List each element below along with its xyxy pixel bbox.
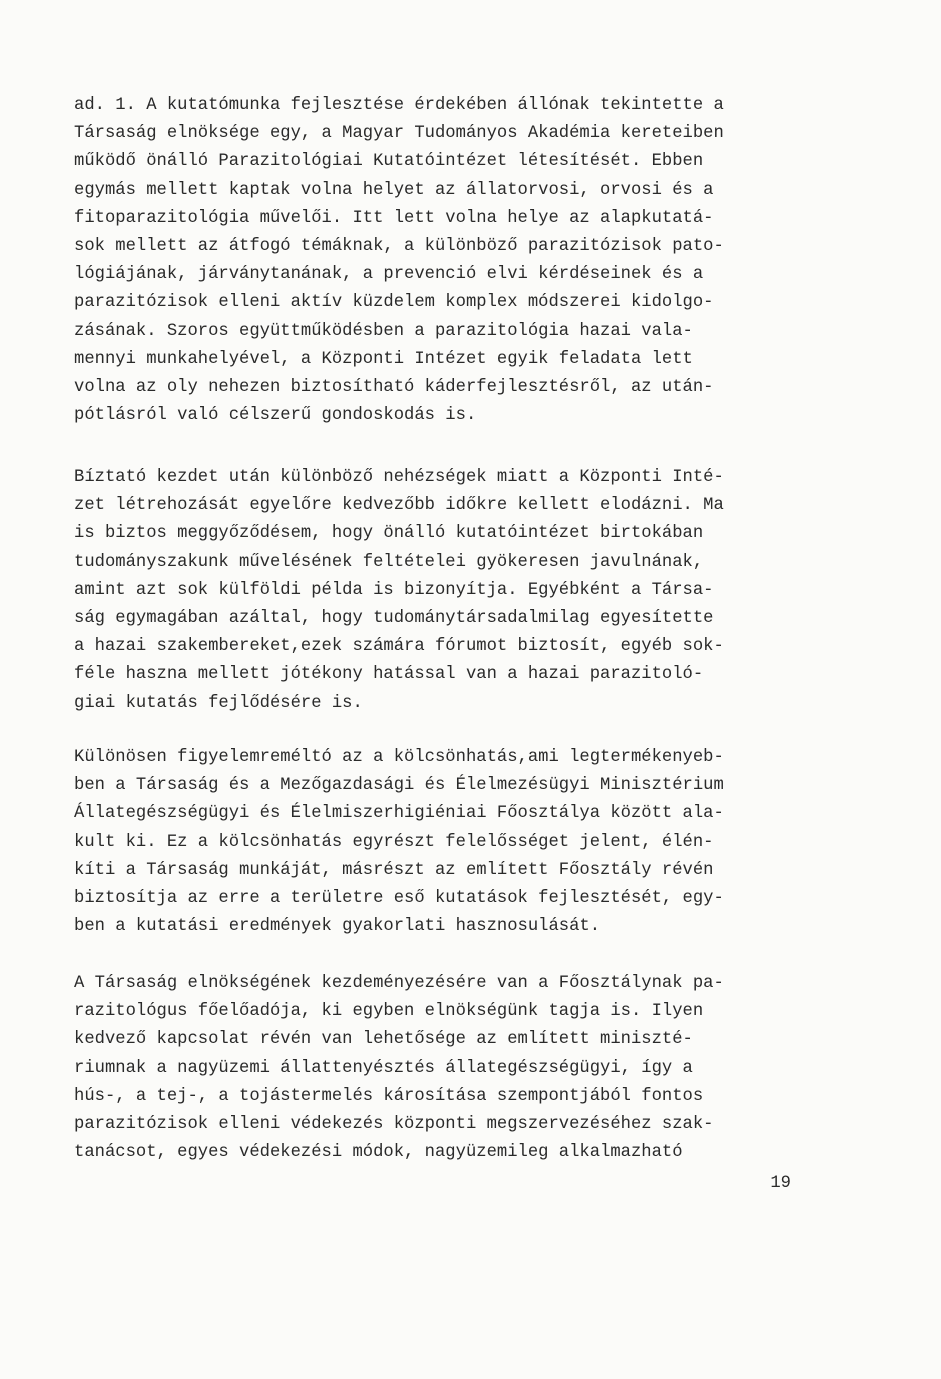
paragraph-3 [74,744,794,941]
text-line: parazitózisok elleni aktív küzdelem komplex módszerei kidolgo- [74,293,714,313]
text-line: mennyi munkahelyével, a Központi Intézet egyik feladata lett [74,349,693,369]
text-line: giai kutatás fejlődésére is. [74,693,363,713]
text-line: is biztos meggyőződésem, hogy önálló kutatóintézet birtokában [74,524,704,544]
text-line: A Társaság elnökségének kezdeményezésére van a Főosztálynak pa- [74,974,724,993]
text-line: biztosítja az erre a területre eső kutatások fejlesztését, egy- [74,888,724,908]
text-line: kíti a Társaság munkáját, másrészt az említett Főosztály révén [74,860,714,880]
text-line: volna az oly nehezen biztosítható káderfejlesztésről, az után- [74,377,714,397]
text-line: ben a kutatási eredmények gyakorlati hasznosulását. [74,917,601,937]
text-line: Társaság elnöksége egy, a Magyar Tudományos Akadémia kereteiben [74,124,724,144]
text-line: razitológus főelőadója, ki egyben elnökségünk tagja is. Ilyen [74,1002,704,1022]
text-line: ben a Társaság és a Mezőgazdasági és Élelmezésügyi Minisztérium [74,776,724,796]
text-line: ság egymagában azáltal, hogy tudománytársadalmilag egyesítette [74,608,714,628]
paragraph-4 [74,970,794,1167]
text-line: zásának. Szoros együttműködésben a parazitológia hazai vala- [74,321,693,341]
text-line: kult ki. Ez a kölcsönhatás egyrészt felelősséget jelent, élén- [74,832,714,852]
text-line: zet létrehozását egyelőre kedvezőbb időkre kellett elodázni. Ma [74,496,724,516]
page-number: 19 [770,1174,791,1193]
text-line: féle haszna mellett jótékony hatással van a hazai parazitoló- [74,665,704,685]
text-line: tanácsot, egyes védekezési módok, nagyüzemileg alkalmazható [74,1143,683,1163]
text-line: hús-, a tej-, a tojástermelés károsítása szempontjából fontos [74,1086,704,1106]
text-line: Különösen figyelemreméltó az a kölcsönhatás,ami legtermékenyeb- [74,748,724,767]
paragraph-2 [74,464,794,718]
text-line: fitoparazitológia művelői. Itt lett volna helye az alapkutatá- [74,208,714,228]
text-line: riumnak a nagyüzemi állattenyésztés állategészségügyi, így a [74,1058,693,1078]
text-line: Állategészségügyi és Élelmiszerhigiéniai Főosztálya között ala- [74,804,724,824]
text-line: ad. 1. A kutatómunka fejlesztése érdekében állónak tekintette a [74,96,724,115]
text-line: egymás mellett kaptak volna helyet az állatorvosi, orvosi és a [74,180,714,200]
paragraph-1 [74,92,794,430]
text-line: működő önálló Parazitológiai Kutatóintézet létesítését. Ebben [74,152,704,172]
text-line: a hazai szakembereket,ezek számára fórumot biztosít, egyéb sok- [74,637,724,657]
text-line: kedvező kapcsolat révén van lehetősége az említett miniszté- [74,1030,693,1050]
text-line: amint azt sok külföldi példa is bizonyítja. Egyébként a Társa- [74,580,714,600]
text-line: tudományszakunk művelésének feltételei gyökeresen javulnának, [74,552,704,572]
text-line: parazitózisok elleni védekezés központi megszervezéséhez szak- [74,1114,714,1134]
text-line: pótlásról való célszerű gondoskodás is. [74,406,477,426]
text-line: sok mellett az átfogó témáknak, a különböző parazitózisok pato- [74,236,724,256]
text-line: lógiájának, járványtanának, a prevenció elvi kérdéseinek és a [74,265,704,285]
text-line: Bíztató kezdet után különböző nehézségek miatt a Központi Inté- [74,468,724,487]
